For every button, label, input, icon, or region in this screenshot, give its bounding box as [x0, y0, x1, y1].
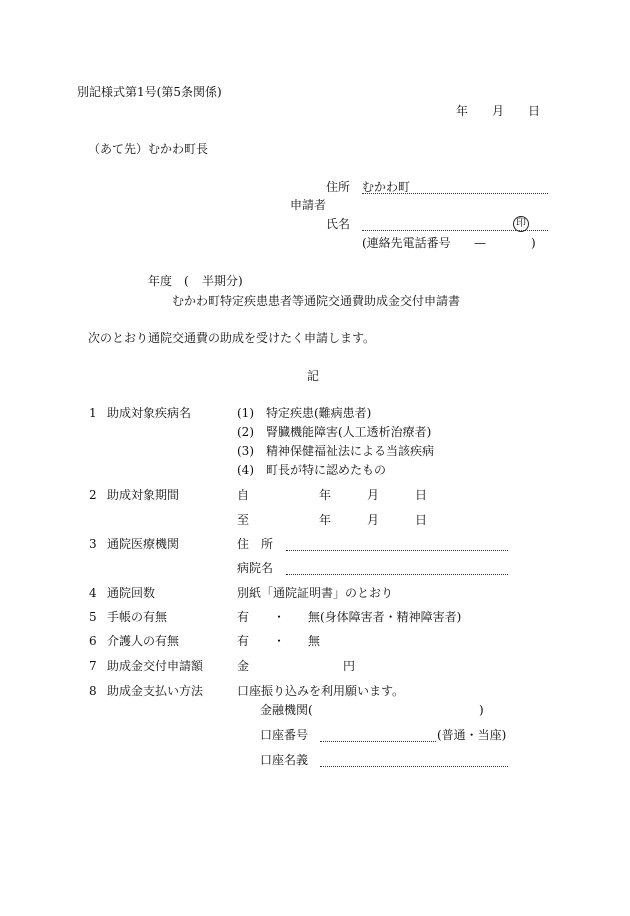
item7-label: 助成金交付申請額	[107, 659, 204, 673]
form-number: 別記様式第1号(第5条関係)	[77, 85, 222, 99]
address-value: むかわ町	[362, 180, 411, 194]
caregiver-no[interactable]: 無	[308, 634, 321, 648]
hospital-name-label: 病院名	[237, 561, 274, 575]
item5-label: 手帳の有無	[107, 610, 168, 624]
account-number-label: 口座番号	[260, 728, 309, 742]
addressee-label: （あて先）	[88, 142, 149, 156]
date-day-label: 日	[528, 104, 541, 118]
phone-dash: —	[474, 236, 486, 250]
phone-close: )	[531, 236, 536, 250]
amount-yen: 円	[343, 659, 356, 673]
document-title: むかわ町特定疾患患者等通院交通費助成金交付申請書	[172, 294, 461, 308]
clinic-address-label: 住 所	[237, 537, 274, 551]
account-holder-label: 口座名義	[260, 753, 309, 767]
item6-label: 介護人の有無	[107, 634, 180, 648]
item-number: 8	[89, 684, 97, 698]
caregiver-separator: ・	[273, 634, 286, 648]
handbook-yes[interactable]: 有	[237, 610, 250, 624]
bank-close-paren: )	[479, 703, 484, 717]
item-number: 6	[89, 634, 97, 648]
amount-kin: 金	[237, 659, 250, 673]
item1-label: 助成対象疾病名	[107, 406, 192, 420]
date-year-label: 年	[456, 104, 469, 118]
handbook-no[interactable]: 無(身体障害者・精神障害者)	[308, 610, 462, 624]
address-line[interactable]	[362, 193, 548, 194]
option-label: 精神保健福祉法による当該疾病	[266, 444, 435, 458]
item-number: 3	[89, 537, 97, 551]
intro-text: 次のとおり通院交通費の助成を受けたく申請します。	[88, 331, 376, 345]
item8-label: 助成金支払い方法	[107, 684, 204, 698]
option-label: 町長が特に認めたもの	[266, 463, 387, 477]
visit-count-value: 別紙「通院証明書」のとおり	[237, 586, 394, 600]
item-number: 4	[89, 586, 97, 600]
payment-method-value: 口座振り込みを利用願います。	[237, 684, 405, 698]
name-label: 氏名	[326, 217, 351, 231]
item-number: 1	[89, 406, 97, 420]
addressee-name: むかわ町長	[148, 142, 209, 156]
period-to-day: 日	[415, 513, 428, 527]
option-label: 特定疾患(難病患者)	[266, 406, 372, 420]
ki-label: 記	[307, 369, 320, 383]
item4-label: 通院回数	[107, 586, 156, 600]
period-from-month: 月	[367, 488, 380, 502]
item-number: 2	[89, 488, 97, 502]
handbook-separator: ・	[273, 610, 286, 624]
caregiver-yes[interactable]: 有	[237, 634, 250, 648]
half-open-paren: (	[184, 274, 189, 288]
period-from-day: 日	[415, 488, 428, 502]
item-number: 7	[89, 659, 97, 673]
account-holder-line[interactable]	[320, 766, 508, 767]
period-to-year: 年	[319, 513, 332, 527]
date-month-label: 月	[492, 104, 505, 118]
option-number: (3)	[237, 444, 254, 458]
bank-label: 金融機関(	[260, 703, 313, 717]
item3-label: 通院医療機関	[107, 537, 180, 551]
hospital-name-line[interactable]	[286, 574, 508, 575]
clinic-address-line[interactable]	[286, 550, 508, 551]
option-number: (2)	[237, 425, 254, 439]
option-number: (1)	[237, 406, 254, 420]
fiscal-year-label: 年度	[148, 274, 173, 288]
account-type: (普通・当座)	[437, 728, 507, 742]
applicant-label: 申請者	[290, 198, 327, 212]
period-from-year: 年	[319, 488, 332, 502]
period-to-month: 月	[367, 513, 380, 527]
option-number: (4)	[237, 463, 254, 477]
account-number-line[interactable]	[320, 741, 436, 742]
phone-label: (連絡先電話番号	[362, 236, 451, 250]
half-label: 半期分)	[202, 274, 243, 288]
address-label: 住所	[326, 180, 351, 194]
option-label: 腎臓機能障害(人工透析治療者)	[266, 425, 432, 439]
period-from-label: 自	[237, 488, 250, 502]
seal-mark: 印	[513, 216, 529, 232]
period-to-label: 至	[237, 513, 250, 527]
item-number: 5	[89, 610, 97, 624]
item2-label: 助成対象期間	[107, 488, 180, 502]
